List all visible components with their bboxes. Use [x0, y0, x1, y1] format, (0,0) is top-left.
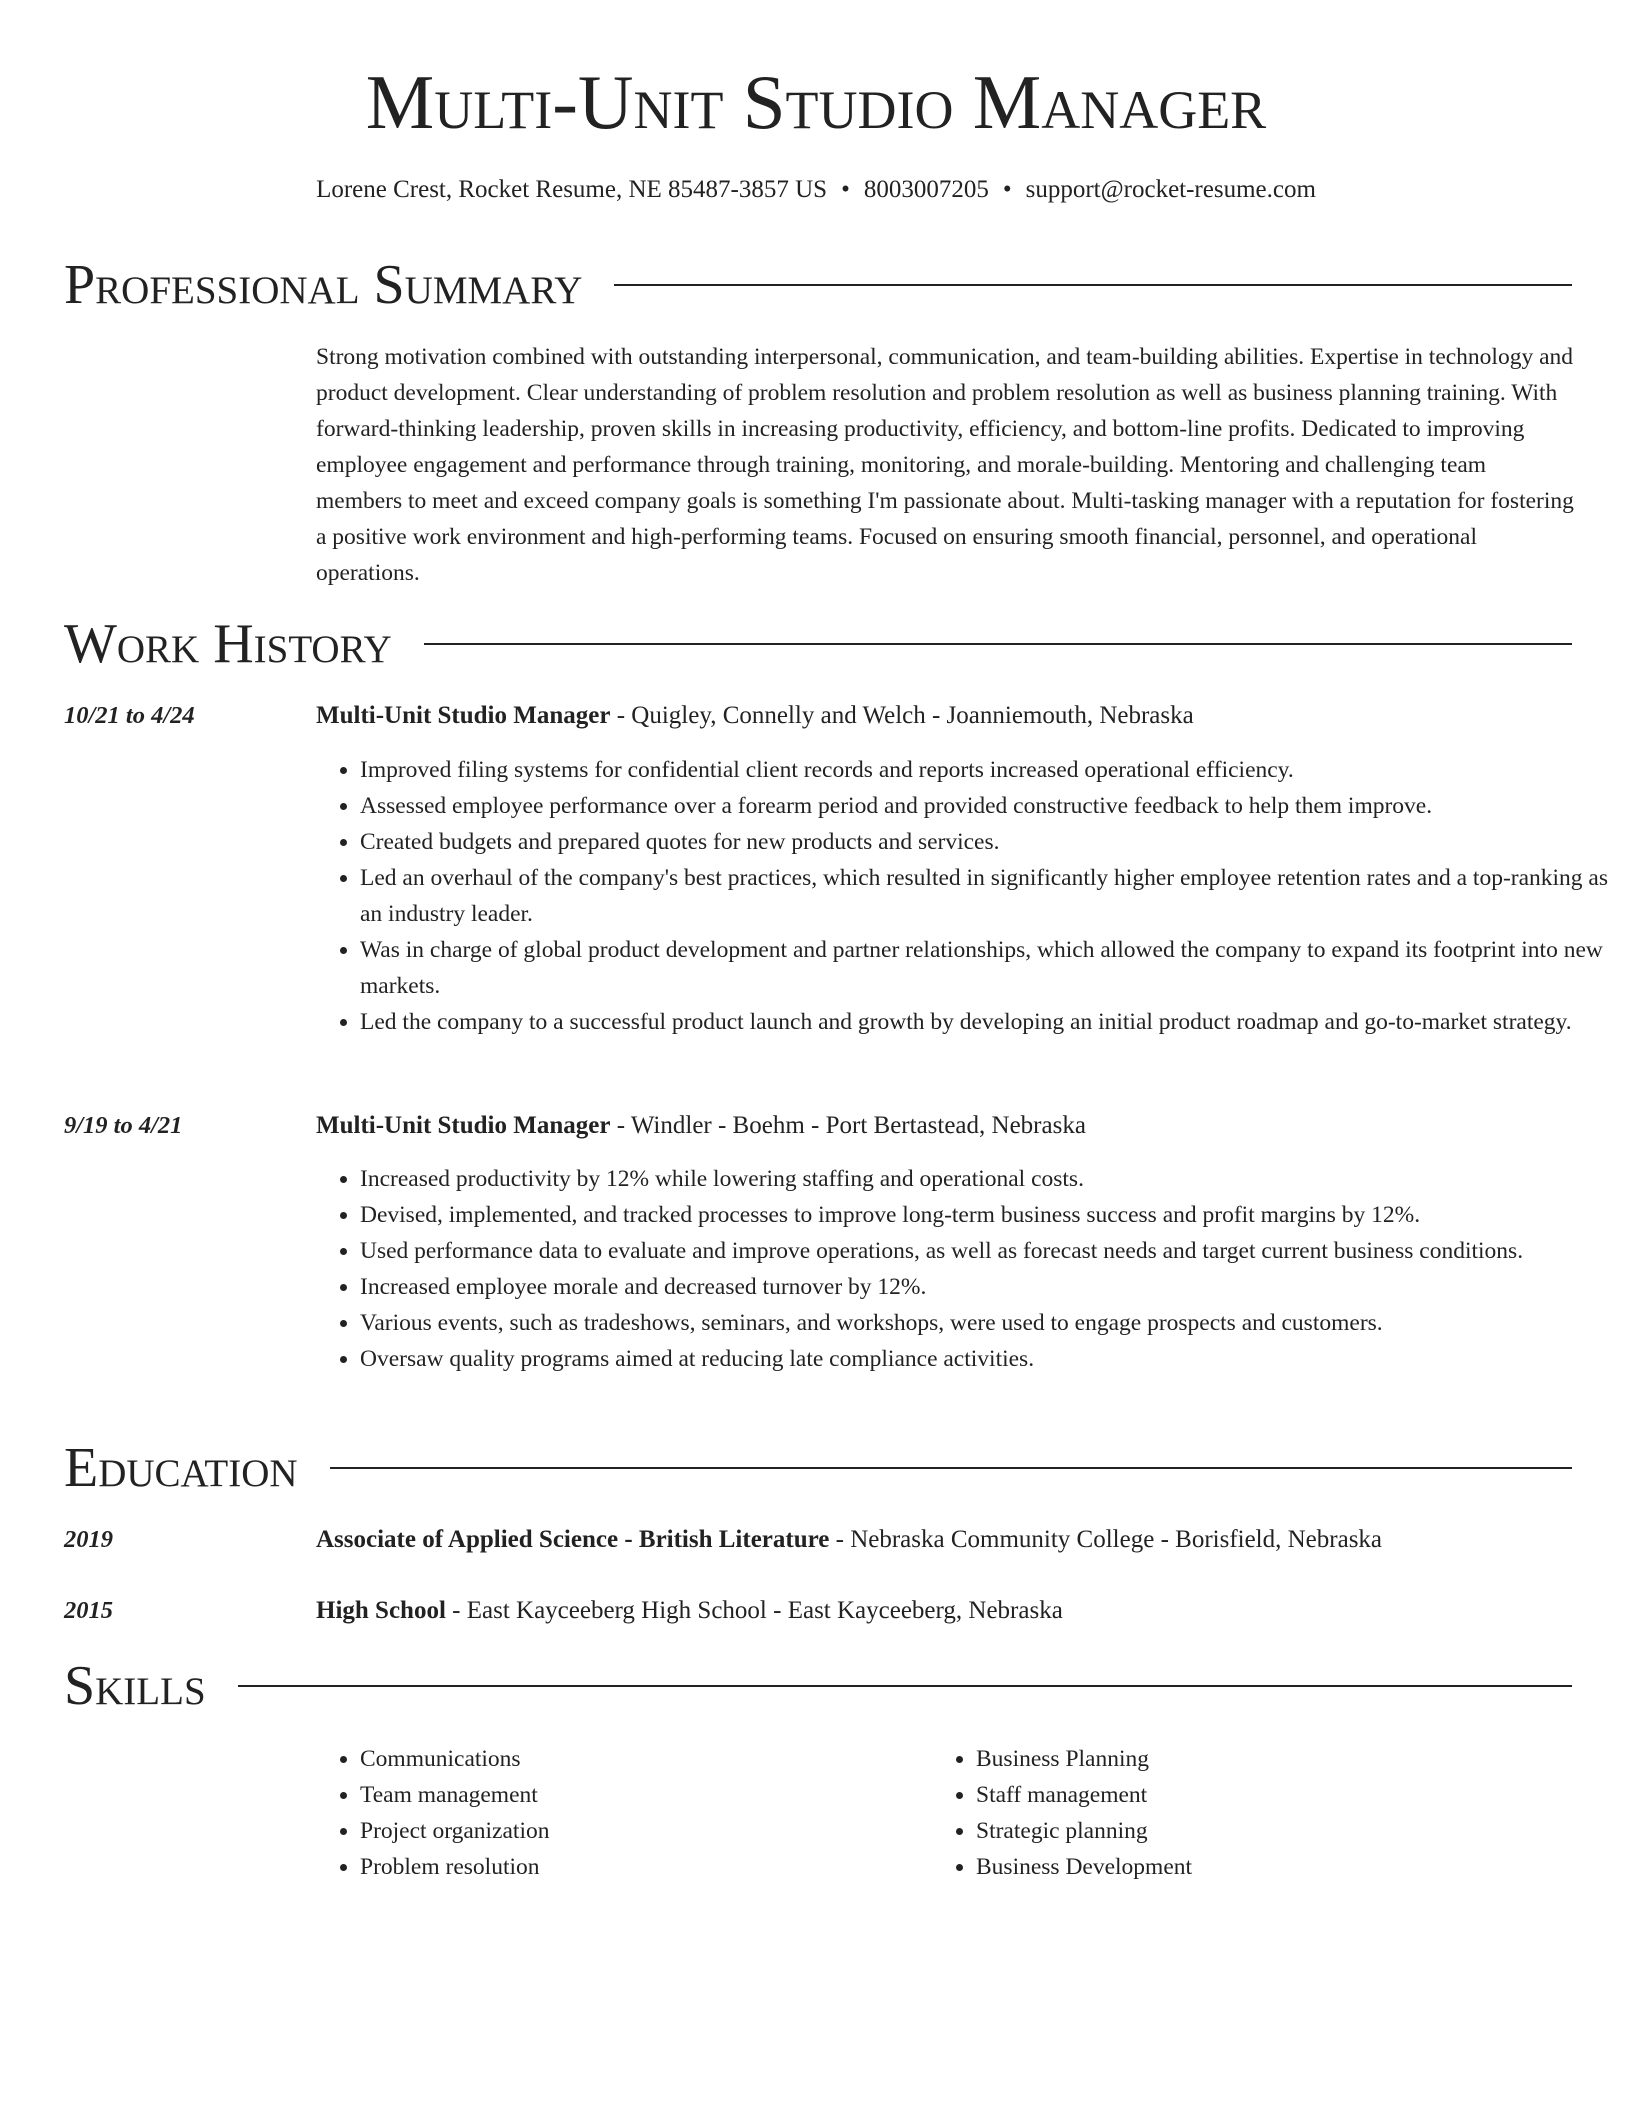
skill-item: • Strategic planning — [976, 1813, 1536, 1849]
section-title: Skills — [64, 1655, 206, 1717]
job-heading — [316, 698, 1576, 734]
job-bullet: • Created budgets and prepared quotes for new products and services. — [360, 824, 1620, 860]
section-title: Education — [64, 1437, 298, 1499]
section-header-skills — [64, 1651, 1572, 1721]
education-entry — [316, 1593, 1576, 1629]
job-bullet: • Led the company to a successful product launch and growth by developing an initial product roadmap and go-to-market strategy. — [360, 1004, 1620, 1040]
job-bullet: • Improved filing systems for confidential client records and reports increased operational efficiency. — [360, 752, 1620, 788]
skill-item: • Staff management — [976, 1777, 1536, 1813]
job-dates: 10/21 to 4/24 — [64, 702, 195, 729]
section-header-education — [64, 1433, 1572, 1503]
contact-separator: • — [1002, 176, 1012, 203]
job-bullet-list — [316, 752, 1620, 1040]
section-divider — [330, 1467, 1572, 1469]
job-details: - Windler - Boehm - Port Bertastead, Nebraska — [610, 1112, 1086, 1139]
job-bullet: • Increased productivity by 12% while lowering staffing and operational costs. — [360, 1161, 1620, 1197]
skills-list-left — [316, 1741, 920, 1885]
skill-item: • Business Development — [976, 1849, 1536, 1885]
contact-email: support@rocket-resume.com — [1025, 176, 1316, 203]
skill-item: • Problem resolution — [360, 1849, 920, 1885]
job-bullet: • Used performance data to evaluate and improve operations, as well as forecast needs and target current business conditions. — [360, 1233, 1620, 1269]
job-heading — [316, 1108, 1576, 1144]
contact-separator: • — [841, 176, 850, 203]
skills-list-right — [932, 1741, 1536, 1885]
education-details: - Nebraska Community College - Borisfield, Nebraska — [829, 1526, 1383, 1553]
job-bullet: • Was in charge of global product development and partner relationships, which allowed the company to expand its footprint into new markets. — [360, 932, 1620, 1004]
education-entry — [316, 1522, 1576, 1558]
section-divider — [614, 284, 1572, 286]
section-title: Professional Summary — [64, 254, 583, 316]
job-bullet: • Various events, such as tradeshows, seminars, and workshops, were used to engage prospects and customers. — [360, 1305, 1620, 1341]
education-details: - East Kayceeberg High School - East Kayceeberg, Nebraska — [445, 1597, 1063, 1624]
job-bullet: • Increased employee morale and decreased turnover by 12%. — [360, 1269, 1620, 1305]
contact-phone: 8003007205 — [863, 176, 989, 203]
job-bullet-list — [316, 1161, 1620, 1377]
skill-item: • Project organization — [360, 1813, 920, 1849]
job-bullet: • Assessed employee performance over a forearm period and provided constructive feedback to help them improve. — [360, 788, 1620, 824]
section-header-summary — [64, 250, 1572, 320]
education-year: 2019 — [64, 1526, 113, 1553]
job-title: Multi-Unit Studio Manager — [316, 1112, 611, 1139]
section-divider — [424, 643, 1572, 645]
contact-line — [0, 172, 1632, 208]
job-dates: 9/19 to 4/21 — [64, 1112, 183, 1139]
contact-address: Lorene Crest, Rocket Resume, NE 85487-3857 US — [316, 176, 828, 203]
job-title: Multi-Unit Studio Manager — [316, 702, 611, 729]
job-bullet: • Oversaw quality programs aimed at reducing late compliance activities. — [360, 1341, 1620, 1377]
summary-text: Strong motivation combined with outstanding interpersonal, communication, and team-building abilities. Expertise in technology and product development. Clear understanding of problem resolution and problem resolution as well as business planning training. With forward-thinking leadership, proven skills in increasing productivity, efficiency, and bottom-line profits. Dedicated to improving employee engagement and performance through training, monitoring, and morale-building. Mentoring and challenging team members to meet and exceed company goals is something I'm passionate about. Multi-tasking manager with a reputation for fostering a positive work environment and high-performing teams. Focused on ensuring smooth financial, personnel, and operational operations. — [316, 344, 1574, 586]
education-degree: Associate of Applied Science - British Literature — [316, 1526, 830, 1553]
skill-item: • Communications — [360, 1741, 920, 1777]
skill-item: • Team management — [360, 1777, 920, 1813]
job-bullet: • Led an overhaul of the company's best practices, which resulted in significantly higher employee retention rates and a top-ranking as an industry leader. — [360, 860, 1620, 932]
education-year: 2015 — [64, 1597, 113, 1624]
section-header-work-history — [64, 609, 1572, 679]
job-details: - Quigley, Connelly and Welch - Joanniemouth, Nebraska — [610, 702, 1194, 729]
skill-item: • Business Planning — [976, 1741, 1536, 1777]
section-title: Work History — [64, 613, 392, 675]
resume-title: Multi-Unit Studio Manager — [365, 59, 1267, 145]
section-divider — [238, 1685, 1572, 1687]
education-degree: High School — [316, 1597, 446, 1624]
job-bullet: • Devised, implemented, and tracked processes to improve long-term business success and profit margins by 12%. — [360, 1197, 1620, 1233]
